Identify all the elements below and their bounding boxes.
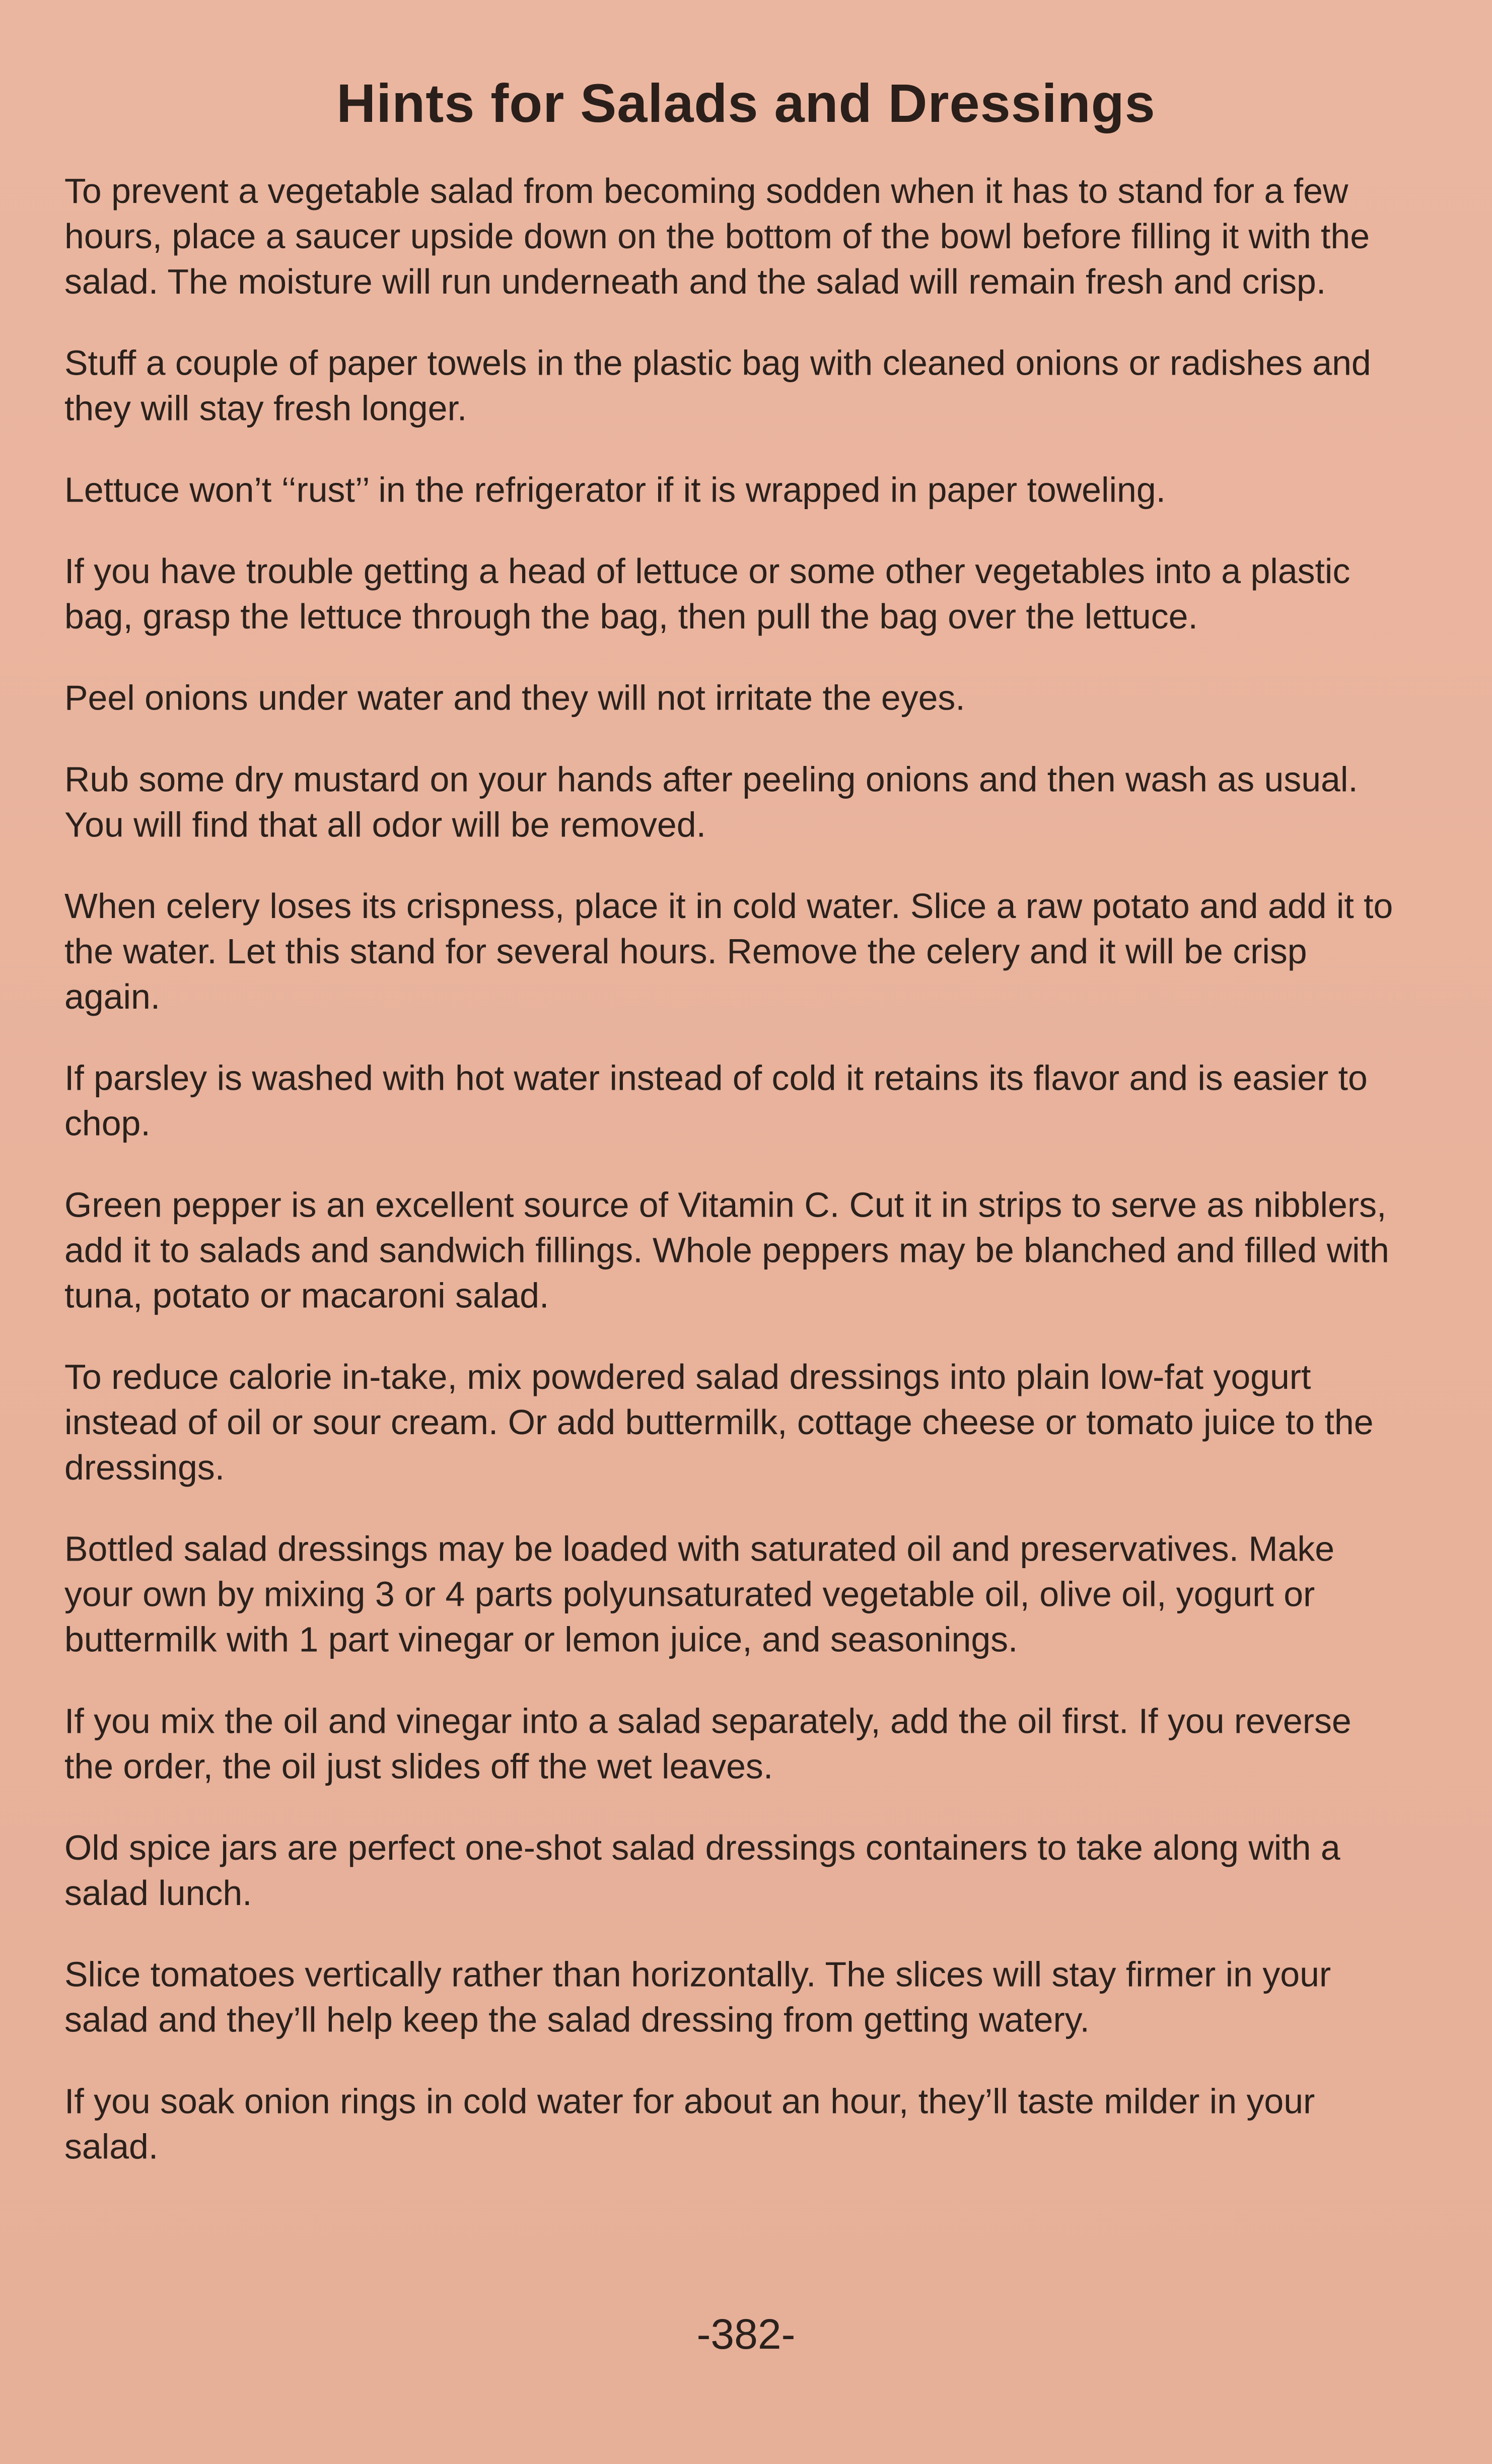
hint-paragraph: Rub some dry mustard on your hands after peeling onions and then wash as usual. You will find that all odor will be removed.	[64, 759, 1358, 844]
hint-paragraph: Slice tomatoes vertically rather than horizontally. The slices will stay firmer in your salad and they’ll help keep the salad dressing from getting watery.	[64, 1955, 1331, 2040]
hint-paragraph: If parsley is washed with hot water instead of cold it retains its flavor and is easier to chop.	[64, 1059, 1368, 1144]
hint-paragraph: If you have trouble getting a head of lettuce or some other vegetables into a plastic bag, grasp the lettuce through the bag, then pull the bag over the lettuce.	[64, 551, 1351, 637]
hint-paragraph: Bottled salad dressings may be loaded with saturated oil and preservatives. Make your own by mixing 3 or 4 parts polyunsaturated vegetable oil, olive oil, yogurt or buttermilk with 1 part vinegar or lemon juice, and seasonings.	[64, 1529, 1335, 1660]
hints-list	[64, 169, 1404, 2206]
hint-paragraph: When celery loses its crispness, place it in cold water. Slice a raw potato and add it to the water. Let this stand for several hours. Remove the celery and it will be crisp again.	[64, 886, 1393, 1017]
hint-paragraph: Old spice jars are perfect one-shot salad dressings containers to take along with a salad lunch.	[64, 1828, 1340, 1913]
hint-paragraph: Stuff a couple of paper towels in the plastic bag with cleaned onions or radishes and they will stay fresh longer.	[64, 343, 1371, 429]
hint-paragraph: To reduce calorie in-take, mix powdered salad dressings into plain low-fat yogurt instead of oil or sour cream. Or add buttermilk, cottage cheese or tomato juice to the dressings.	[64, 1357, 1374, 1488]
hint-paragraph: If you mix the oil and vinegar into a salad separately, add the oil first. If you reverse the order, the oil just slides off the wet leaves.	[64, 1701, 1352, 1786]
page-number: -382-	[696, 2310, 796, 2358]
hint-paragraph: Green pepper is an excellent source of Vitamin C. Cut it in strips to serve as nibblers, add it to salads and sandwich fillings. Whole peppers may be blanched and filled with tuna, potato or macaroni salad.	[64, 1185, 1389, 1315]
hint-paragraph: To prevent a vegetable salad from becoming sodden when it has to stand for a few hours, place a saucer upside down on the bottom of the bowl before filling it with the salad. The moisture will run underneath and the salad will remain fresh and crisp.	[64, 171, 1370, 302]
hint-paragraph: Peel onions under water and they will not irritate the eyes.	[64, 678, 965, 718]
hint-paragraph: If you soak onion rings in cold water for about an hour, they’ll taste milder in your salad.	[64, 2081, 1315, 2166]
hint-paragraph: Lettuce won’t ‘‘rust’’ in the refrigerator if it is wrapped in paper toweling.	[64, 470, 1166, 510]
page-title: Hints for Salads and Dressings	[336, 73, 1156, 133]
